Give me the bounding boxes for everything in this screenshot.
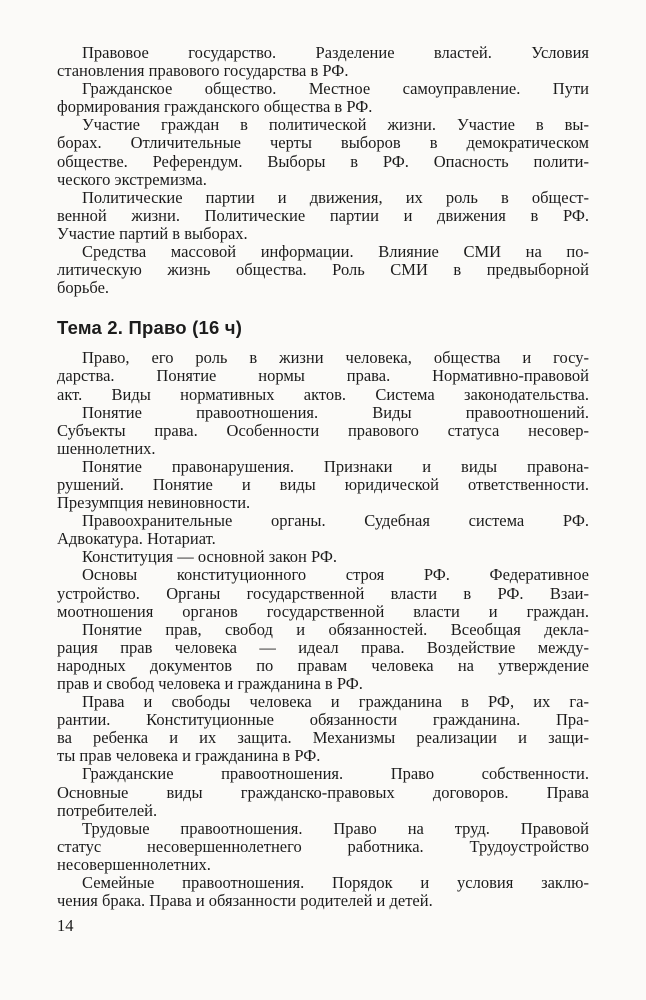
text-line: Участие партий в выборах.: [57, 223, 248, 243]
text-line: Конституция — основной закон РФ.: [82, 547, 338, 567]
text-line: Правовое государство. Разделение властей. Условия: [82, 43, 589, 62]
text-line: Понятие прав, свобод и обязанностей. Всеобщая декла-: [82, 619, 589, 639]
text-line: Право, его роль в жизни человека, общества и госу-: [82, 348, 589, 368]
paragraph: [57, 80, 589, 116]
text-line: Правоохранительные органы. Судебная система РФ.: [82, 511, 589, 531]
section-heading: Тема 2. Право (16 ч): [57, 317, 243, 339]
paragraph: [57, 458, 589, 512]
text-line: Участие граждан в политической жизни. Участие в вы-: [82, 115, 589, 135]
text-line: потребителей.: [57, 800, 158, 820]
text-line: Гражданские правоотношения. Право собственности.: [82, 764, 589, 784]
paragraph: [57, 349, 589, 403]
text-line: ческого экстремизма.: [57, 169, 207, 189]
text-line: борьбе.: [57, 278, 110, 298]
page-number: 14: [57, 916, 74, 936]
text-line: ва ребенка и их защита. Механизмы реализации и защи-: [57, 728, 589, 748]
text-line: шеннолетних.: [57, 438, 156, 458]
text-line: формирования гражданского общества в РФ.: [57, 97, 373, 117]
text-line: Основы конституционного строя РФ. Федеративное: [82, 565, 589, 585]
text-line: дарства. Понятие нормы права. Нормативно-правовой: [57, 366, 589, 386]
text-line: венной жизни. Политические партии и движения в РФ.: [57, 205, 589, 225]
text-line: Понятие правонарушения. Признаки и виды правона-: [82, 456, 589, 476]
text-column: [57, 44, 589, 910]
text-line: Средства массовой информации. Влияние СМИ на по-: [82, 242, 589, 262]
paragraph: [57, 548, 589, 566]
text-line: Субъекты права. Особенности правового статуса несовер-: [57, 420, 589, 440]
text-line: литическую жизнь общества. Роль СМИ в предвыборной: [57, 260, 589, 280]
paragraph: [57, 404, 589, 458]
paragraph: [57, 820, 589, 874]
paragraph: [57, 116, 589, 188]
text-line: несовершеннолетних.: [57, 854, 211, 874]
text-line: Понятие правоотношения. Виды правоотношений.: [82, 402, 589, 422]
text-line: народных документов по правам человека на утверждение: [57, 655, 589, 675]
text-line: рантии. Конституционные обязанности гражданина. Пра-: [57, 710, 589, 730]
paragraph: [57, 566, 589, 620]
text-line: прав и свобод человека и гражданина в РФ.: [57, 674, 363, 693]
text-line: устройство. Органы государственной власти в РФ. Взаи-: [57, 583, 589, 603]
text-line: Адвокатура. Нотариат.: [57, 529, 216, 549]
text-line: Семейные правоотношения. Порядок и условия заклю-: [82, 873, 589, 893]
paragraph: [57, 44, 589, 80]
text-line: обществе. Референдум. Выборы в РФ. Опасность полити-: [57, 151, 589, 171]
text-line: Права и свободы человека и гражданина в РФ, их га-: [82, 692, 589, 712]
paragraph: [57, 765, 589, 819]
paragraph: [57, 621, 589, 693]
paragraph: [57, 693, 589, 765]
text-line: моотношения органов государственной власти и граждан.: [57, 601, 589, 621]
paragraph: [57, 874, 589, 910]
text-line: ты прав человека и гражданина в РФ.: [57, 746, 321, 766]
text-line: чения брака. Права и обязанности родителей и детей.: [57, 891, 433, 911]
text-line: Политические партии и движения, их роль в общест-: [82, 187, 589, 207]
paragraph: [57, 243, 589, 297]
text-line: статус несовершеннолетнего работника. Трудоустройство: [57, 836, 589, 856]
text-line: Основные виды гражданско-правовых договоров. Права: [57, 782, 589, 802]
text-line: борах. Отличительные черты выборов в демократическом: [57, 133, 589, 153]
paragraph: [57, 512, 589, 548]
text-line: Гражданское общество. Местное самоуправление. Пути: [82, 79, 589, 99]
text-line: Презумпция невиновности.: [57, 493, 251, 513]
text-line: Трудовые правоотношения. Право на труд. Правовой: [82, 818, 589, 838]
text-line: становления правового государства в РФ.: [57, 61, 349, 81]
text-line: рация прав человека — идеал права. Воздействие между-: [57, 637, 589, 657]
text-line: акт. Виды нормативных актов. Система законодательства.: [57, 384, 589, 404]
text-line: рушений. Понятие и виды юридической ответственности.: [57, 474, 589, 494]
paragraph: [57, 189, 589, 243]
